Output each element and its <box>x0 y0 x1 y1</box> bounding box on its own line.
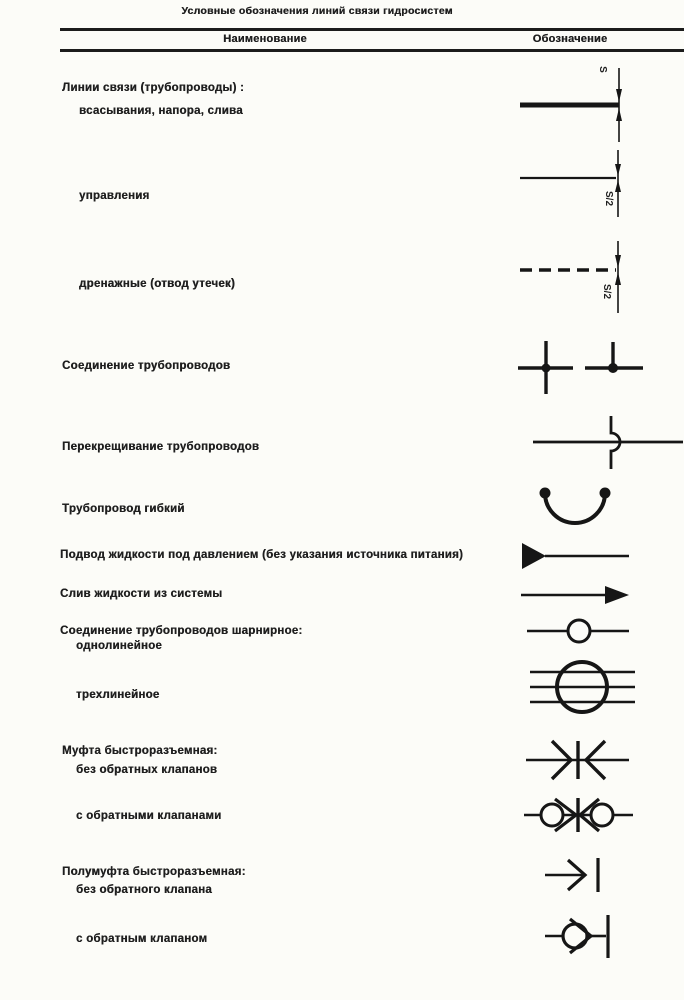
table-top-rule <box>60 28 684 31</box>
row-label-pressure-supply: Подвод жидкости под давлением (без указания источника питания) <box>60 549 464 561</box>
dimension-label-s2-control: S/2 <box>603 190 615 207</box>
flexible-pipe-symbol <box>505 468 675 533</box>
row-sublabel-no-check-valve: без обратного клапана <box>76 884 212 896</box>
hinged-single-line-symbol <box>505 608 675 658</box>
column-header-name: Наименование <box>223 33 307 45</box>
hinged-three-line-symbol <box>505 652 675 727</box>
row-sublabel-with-check-valve: с обратным клапаном <box>76 933 208 945</box>
pipe-crossing-symbol <box>505 412 684 474</box>
row-label-coupling: Муфта быстроразъемная: <box>62 745 218 757</box>
row-sublabel-with-check-valves: с обратными клапанами <box>76 810 222 822</box>
dimension-label-s2-drainage: S/2 <box>601 283 613 300</box>
column-header-designation: Обозначение <box>532 33 608 45</box>
row-sublabel-single-line: однолинейное <box>76 640 163 652</box>
row-label-crossing: Перекрещивание трубопроводов <box>62 441 260 453</box>
drainage-line-symbol <box>505 233 675 323</box>
row-sublabel-suction: всасывания, напора, слива <box>79 105 243 117</box>
control-line-symbol <box>505 145 675 230</box>
row-sublabel-control: управления <box>79 190 150 202</box>
page-title: Условные обозначения линий связи гидросистем <box>181 5 453 17</box>
row-sublabel-no-check-valves: без обратных клапанов <box>76 764 218 776</box>
dimension-label-s: S <box>596 66 608 73</box>
pipe-connection-symbol <box>505 338 675 403</box>
row-label-lines: Линии связи (трубопроводы) : <box>62 82 245 94</box>
row-sublabel-drainage: дренажные (отвод утечек) <box>79 278 235 290</box>
row-label-half-coupling: Полумуфта быстроразъемная: <box>62 866 246 878</box>
row-label-connection: Соединение трубопроводов <box>62 360 231 372</box>
main-line-symbol <box>505 62 675 147</box>
row-label-system-drain: Слив жидкости из системы <box>60 588 223 600</box>
half-coupling-symbol <box>505 850 675 905</box>
row-label-flexible: Трубопровод гибкий <box>62 503 185 515</box>
half-coupling-check-valve-symbol <box>505 905 675 975</box>
row-sublabel-three-line: трехлинейное <box>76 689 160 701</box>
row-label-hinged: Соединение трубопроводов шарнирное: <box>60 625 303 637</box>
quick-coupling-check-valves-symbol <box>505 783 675 847</box>
table-header-rule <box>60 49 684 52</box>
